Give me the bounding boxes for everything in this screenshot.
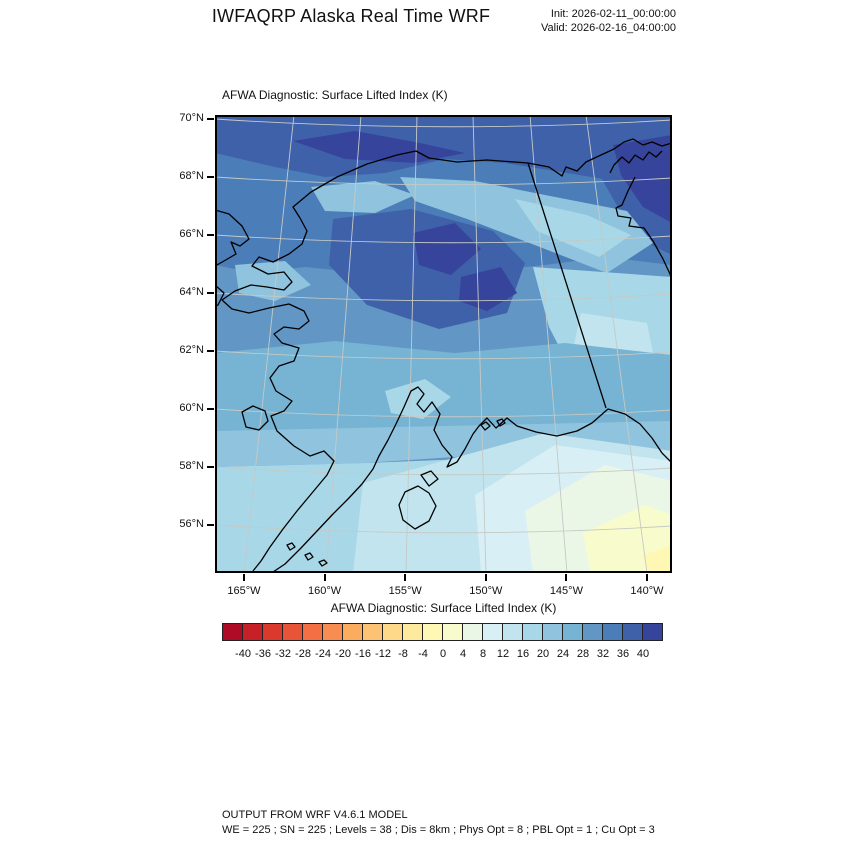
colorbar-tick-label: -24 [315,648,331,660]
lat-tick-mark [207,234,214,236]
lat-tick-mark [207,292,214,294]
colorbar-cell [442,623,463,641]
lat-tick-label: 56°N [179,518,204,530]
colorbar-cell [342,623,363,641]
colorbar-tick-label: -4 [418,648,428,660]
colorbar-tick-label: -16 [355,648,371,660]
colorbar-cell [282,623,303,641]
lat-tick-label: 66°N [179,228,204,240]
lat-tick-label: 60°N [179,402,204,414]
lat-tick-label: 62°N [179,344,204,356]
lon-tick-mark [243,574,245,581]
colorbar-tick-label: 0 [439,648,447,660]
lat-tick-label: 58°N [179,460,204,472]
lon-tick-mark [404,574,406,581]
lat-tick-mark [207,408,214,410]
colorbar-tick-label: -20 [335,648,351,660]
lon-tick-mark [565,574,567,581]
run-time-info [541,7,676,35]
colorbar [223,623,663,641]
colorbar-tick-label: 24 [556,648,570,660]
lat-tick-mark [207,118,214,120]
lon-tick-label: 150°W [469,585,503,597]
map-canvas [215,115,672,573]
footer-model-line: OUTPUT FROM WRF V4.6.1 MODEL [222,809,408,821]
valid-time-label: Valid: 2026-02-16_04:00:00 [541,22,676,34]
lat-tick-mark [207,350,214,352]
footer-text [222,808,655,838]
colorbar-tick-label: 12 [496,648,510,660]
colorbar-tick-label: -28 [295,648,311,660]
colorbar-tick-label: -40 [235,648,251,660]
lat-tick-label: 64°N [179,286,204,298]
init-time-label: Init: 2026-02-11_00:00:00 [550,8,676,20]
colorbar-tick-label: 8 [479,648,487,660]
colorbar-cell [222,623,243,641]
colorbar-tick-label: -36 [255,648,271,660]
lat-tick-mark [207,466,214,468]
colorbar-cell [582,623,603,641]
colorbar-tick-label: 20 [536,648,550,660]
colorbar-cell [502,623,523,641]
colorbar-cell [482,623,503,641]
colorbar-cell [522,623,543,641]
colorbar-tick-label: 36 [616,648,630,660]
colorbar-cell [382,623,403,641]
colorbar-cell [302,623,323,641]
colorbar-cell [262,623,283,641]
lat-tick-label: 68°N [179,170,204,182]
lon-tick-mark [646,574,648,581]
colorbar-cell [462,623,483,641]
lon-tick-label: 160°W [308,585,342,597]
colorbar-tick-label: 32 [596,648,610,660]
colorbar-cell [562,623,583,641]
page-title: IWFAQRP Alaska Real Time WRF [211,6,491,26]
colorbar-tick-label: 4 [459,648,467,660]
lon-tick-mark [324,574,326,581]
lon-tick-mark [485,574,487,581]
colorbar-tick-label: 16 [516,648,530,660]
colorbar-tick-label: -12 [375,648,391,660]
colorbar-cell [402,623,423,641]
colorbar-cell [242,623,263,641]
lat-tick-mark [207,176,214,178]
lon-tick-label: 155°W [388,585,422,597]
colorbar-tick-label: -8 [398,648,408,660]
colorbar-cell [542,623,563,641]
lat-tick-mark [207,524,214,526]
colorbar-cell [602,623,623,641]
plot-title: AFWA Diagnostic: Surface Lifted Index (K) [222,88,448,102]
colorbar-cell [322,623,343,641]
colorbar-cell [642,623,663,641]
colorbar-cell [622,623,643,641]
footer-config-line: WE = 225 ; SN = 225 ; Levels = 38 ; Dis = 8km ; Phys Opt = 8 ; PBL Opt = 1 ; Cu Opt = 3 [222,824,655,836]
lon-tick-label: 140°W [630,585,664,597]
lat-tick-label: 70°N [179,112,204,124]
colorbar-tick-label: 40 [636,648,650,660]
lon-tick-label: 145°W [549,585,583,597]
colorbar-tick-label: 28 [576,648,590,660]
colorbar-tick-label: -32 [275,648,291,660]
lon-tick-label: 165°W [227,585,261,597]
axis-caption: AFWA Diagnostic: Surface Lifted Index (K) [330,601,557,615]
colorbar-cell [362,623,383,641]
colorbar-cell [422,623,443,641]
